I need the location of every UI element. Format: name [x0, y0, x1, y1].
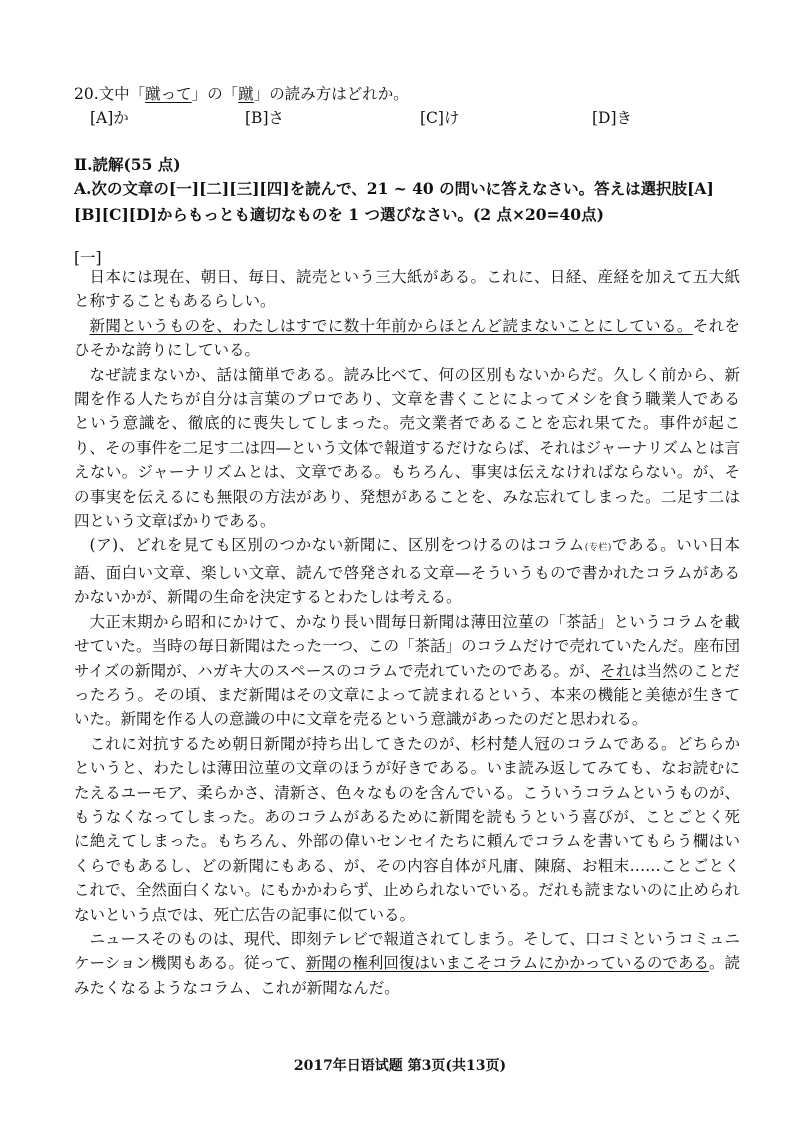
paragraph-4 [74, 533, 740, 609]
choice-b: [B]さ [245, 109, 284, 127]
paragraph-6: これに対抗するため朝日新聞が持ち出してきたのが、杉村楚人冠のコラムである。どちらかというと、わたしは薄田泣菫の文章のほうが好きである。いま読み返してみても、なお読むにたえるユーモア、柔らかさ、清新さ、色々なものを含んでいる。こういうコラムというものが、もうなくなってしまった。あのコラムがあるために新聞を読もうという喜びが、ことごとく死に絶えてしまった。もちろん、外部の偉いセンセイたちに頼んでコラムを書いてもらう欄はいくらでもあるし、どの新聞にもある、が、その内容自体が凡庸、陳腐、お粗末……ことごとくこれで、全然面白くない。にもかかわらず、止められないでいる。だれも読まないのに止められないという点では、死亡広告の記事に似ている。 [74, 734, 740, 924]
paragraph-3: なぜ読まないか、話は簡単である。読み比べて、何の区別もないからだ。久しく前から、新聞を作る人たちが自分は言葉のプロであり、文章を書くことによってメシを食う職業人であるという意識を、徹底的に喪失してしまった。売文業者であることを忘れ果てた。事件が起こり、その事件を二足す二は四—という文体で報道するだけならば、それはジャーナリズムとは言えない。ジャーナリズムとは、文章である。もちろん、事実は伝えなければならない。が、その事実を伝えるにも無限の方法があり、発想があることを、みな忘れてしまった。二足す二は四という文章ばかりである。 [74, 365, 740, 531]
paragraph-7-b: 。読みたくなるようなコラム、これが新聞なんだ。 [74, 954, 740, 997]
question-20 [74, 82, 409, 104]
q20-middle: 」の「 [191, 85, 239, 103]
paragraph-5-b: は当然のことだったろう。その頃、まだ新聞はその文章によって読まれるという、本来の機能と美徳が生きていた。新聞を作る人の意識の中に文章を売るという意識があったのだと思われる。 [74, 661, 740, 729]
q20-prefix: 20.文中「 [74, 85, 146, 103]
paragraph-5 [74, 610, 740, 732]
paragraph-4-a: (ア)、どれを見ても区別のつかない新聞に、区別をつけるのはコラム [89, 536, 585, 555]
paragraph-7 [74, 927, 740, 1000]
section-instruction: A.次の文章の[一][二][三][四]を読んで、21 ~ 40 の問いに答えなさい。答えは選択肢[A][B][C][D]からもっとも適切なものを 1 つ選びなさい。(2 点×20=40点) [74, 179, 714, 224]
q20-choices [90, 106, 750, 128]
paragraph-5-a: 大正末期から昭和にかけて、かなり長い間毎日新聞は薄田泣菫の「茶話」というコラムを載せていた。当時の毎日新聞はたった一つ、この「茶話」のコラムだけで売れていたんだ。座布団サイズの新聞が、ハガキ大のスペースのコラムで売れていたのである。が、 [74, 612, 740, 680]
underlined-sore: それ [600, 661, 632, 680]
paragraph-1: 日本には現在、朝日、毎日、読売という三大紙がある。これに、日経、産経を加えて五大紙と称することもあるらしい。 [74, 268, 740, 311]
column-note: (专栏) [584, 543, 612, 554]
q20-target-kanji: 蹴 [238, 85, 254, 103]
q20-target-word: 蹴って [145, 85, 192, 103]
paragraph-2-rest: それをひそかな誇りにしている。 [74, 316, 740, 360]
paragraph-2 [74, 314, 740, 363]
underlined-sentence-2: 新聞の権利回復はいまこそコラムにかかっているのである [305, 954, 709, 973]
passage-marker: [一] [74, 249, 102, 267]
paragraph-7-a: ニュースそのものは、現代、即刻テレビで報道されてしまう。そして、口コミというコミュニケーション機関もある。従って、 [74, 929, 740, 973]
section-title: Ⅱ.読解(55 点) [74, 155, 181, 174]
page-footer: 2017年日语试题 第3页(共13页) [293, 1058, 507, 1074]
passage-body [74, 265, 740, 1000]
choice-d: [D]き [592, 109, 633, 127]
q20-suffix: 」の読み方はどれか。 [253, 85, 409, 103]
underlined-sentence-1: 新聞というものを、わたしはすでに数十年前からほとんど読まないことにしている。 [89, 316, 693, 335]
paragraph-4-b: である。いい日本語、面白い文章、楽しい文章、読んで啓発される文章—そういうもので書かれたコラムがあるかないかが、新聞の生命を決定するとわたしは考える。 [74, 536, 740, 607]
choice-c: [C]け [420, 109, 460, 127]
choice-a: [A]か [90, 109, 129, 127]
